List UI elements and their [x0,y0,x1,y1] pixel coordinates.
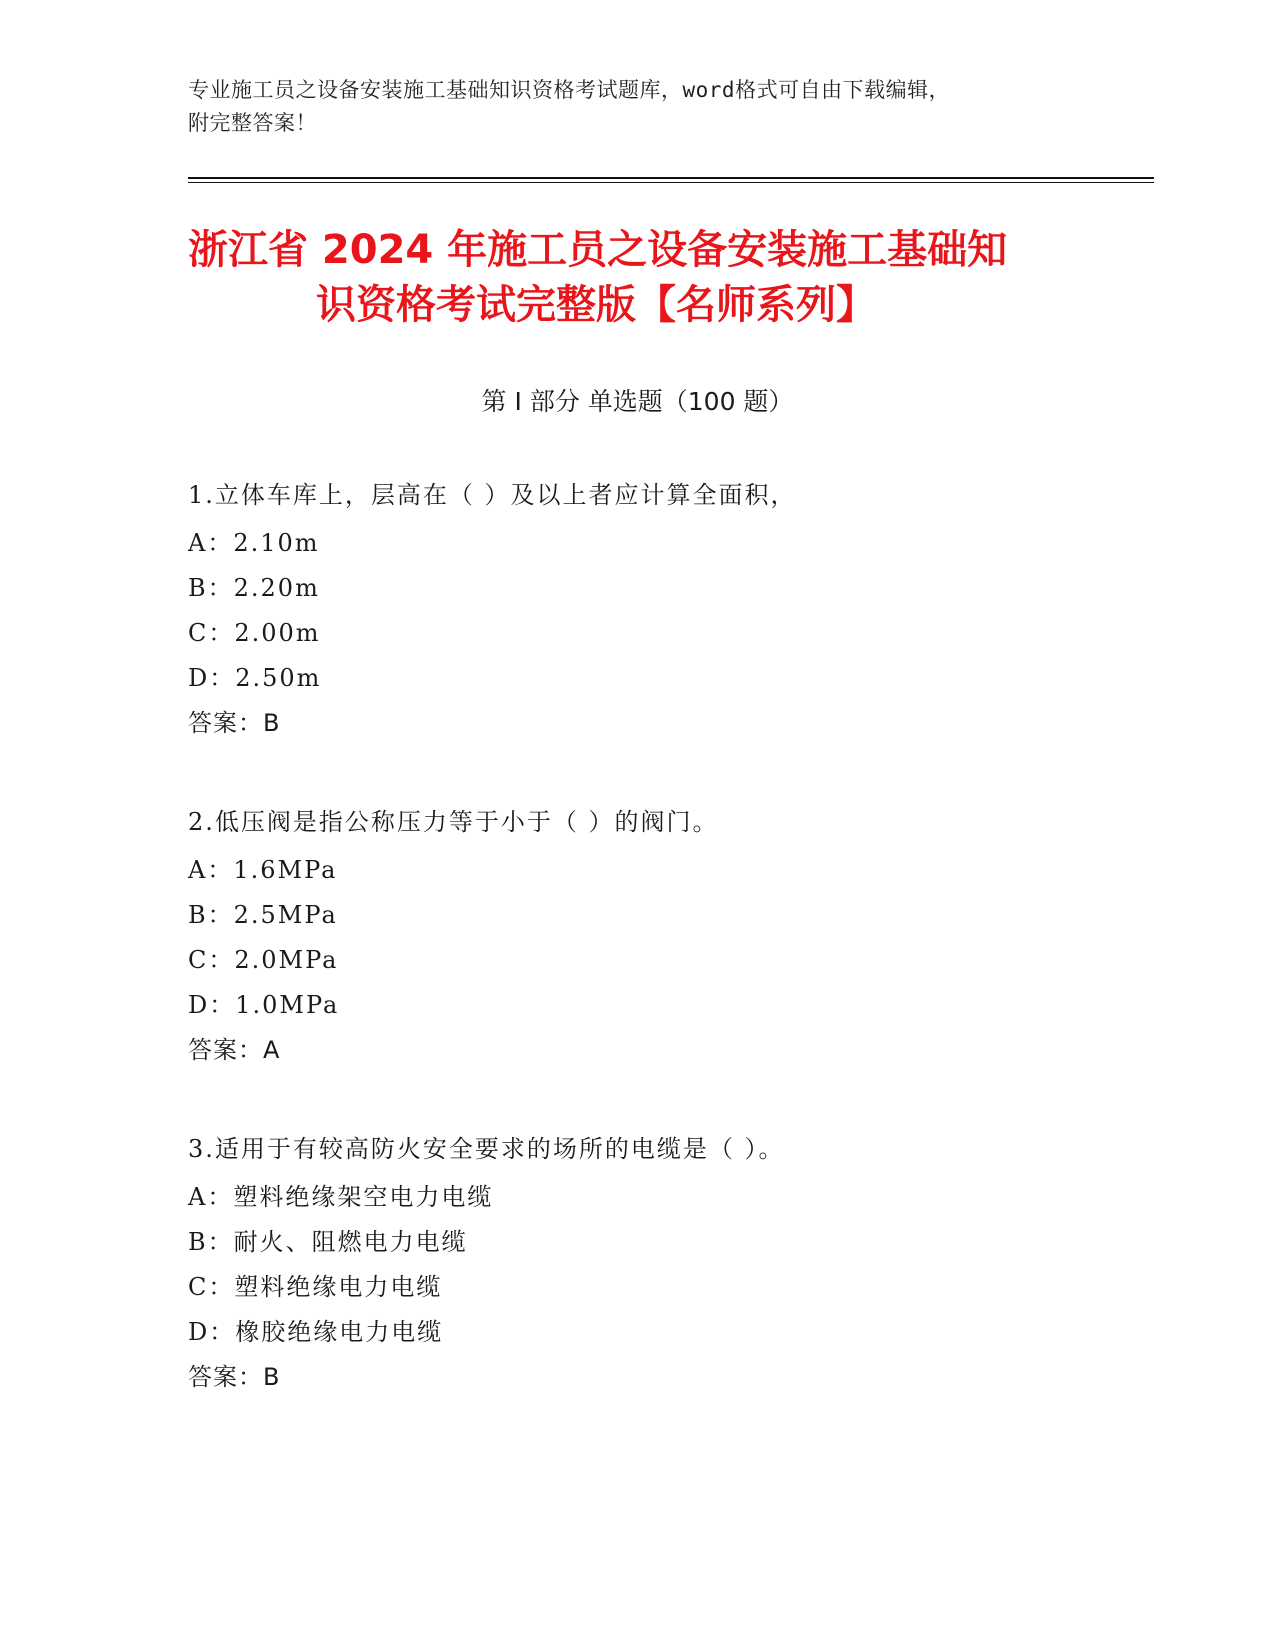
header-rule-thick [188,177,1154,179]
document-title-line-1: 浙江省 2024 年施工员之设备安装施工基础知 [188,227,1008,273]
question-2 [188,803,1148,1073]
option-b: B：2.5MPa [188,901,338,929]
question-stem: 3.适用于有较高防火安全要求的场所的电缆是（ ）。 [188,1135,785,1163]
question-1 [188,476,1148,746]
question-list [188,476,1148,1457]
section-heading: 第 I 部分 单选题（100 题） [481,387,794,416]
answer-line: 答案：B [188,709,281,737]
header-note-line-1: 专业施工员之设备安装施工基础知识资格考试题库，word格式可自由下载编辑， [188,78,951,102]
option-c: C：2.00m [188,619,321,647]
answer-line: 答案：B [188,1363,281,1391]
document-title [188,223,1088,333]
question-stem: 2.低压阀是指公称压力等于小于（ ）的阀门。 [188,808,719,836]
header-rule-thin [188,182,1154,183]
option-d: D：2.50m [188,664,322,692]
question-3 [188,1130,1148,1400]
option-d: D：1.0MPa [188,991,340,1019]
question-stem: 1.立体车库上，层高在（ ）及以上者应计算全面积， [188,481,797,509]
option-c: C：2.0MPa [188,946,339,974]
header-note [188,74,1088,140]
option-a: A：2.10m [188,529,320,557]
option-c: C：塑料绝缘电力电缆 [188,1273,443,1301]
document-title-line-2: 识资格考试完整版【名师系列】 [316,282,876,328]
option-d: D：橡胶绝缘电力电缆 [188,1318,444,1346]
header-note-line-2: 附完整答案！ [188,111,317,135]
option-a: A：塑料绝缘架空电力电缆 [188,1183,494,1211]
answer-line: 答案：A [188,1036,281,1064]
option-b: B：耐火、阻燃电力电缆 [188,1228,468,1256]
option-b: B：2.20m [188,574,320,602]
option-a: A：1.6MPa [188,856,338,884]
